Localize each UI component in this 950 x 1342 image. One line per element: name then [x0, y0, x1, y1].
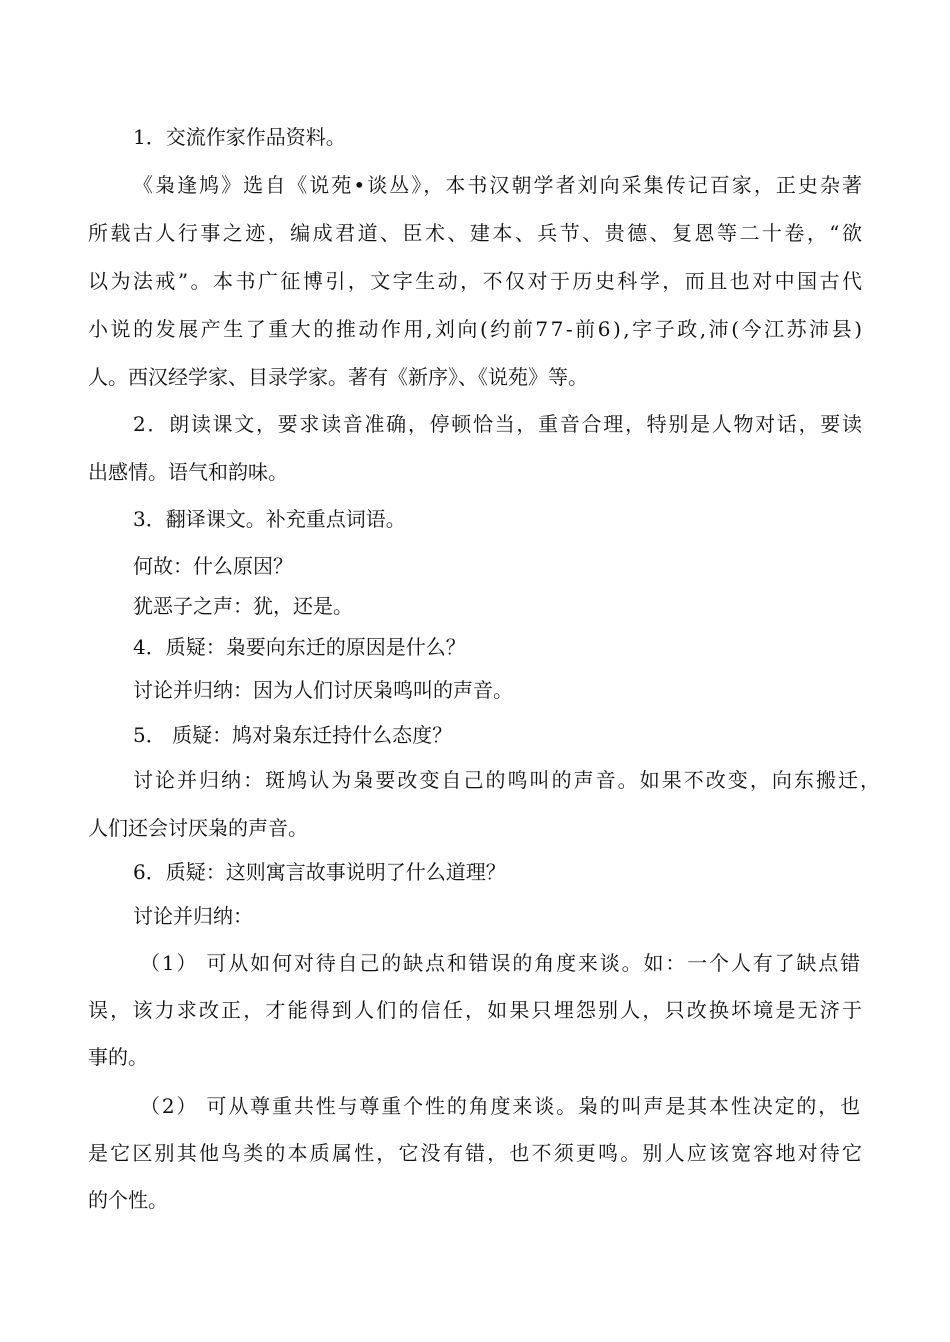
line-text: 人们还会讨厌枭的声音。 — [88, 816, 308, 840]
line-text: 何故：什么原因？ — [133, 554, 293, 578]
line-text: 1．交流作家作品资料。 — [133, 125, 346, 149]
text-line — [140, 949, 950, 977]
line-text: 是它区别其他鸟类的本质属性，它没有错，也不须更鸣。别人应该宽容地对待它 — [88, 1141, 865, 1165]
text-line — [88, 814, 950, 842]
line-text: 4．质疑：枭要向东迁的原因是什么？ — [133, 635, 466, 659]
text-line — [88, 996, 950, 1024]
line-text: 3．翻译课文。补充重点词语。 — [133, 507, 406, 531]
line-text: 犹恶子之声：犹，还是。 — [133, 594, 353, 618]
text-line — [140, 1092, 950, 1120]
line-text: 出感情。语气和韵味。 — [88, 460, 288, 484]
line-text: 讨论并归纳：因为人们讨厌枭鸣叫的声音。 — [133, 678, 513, 702]
line-text: 《枭逢鸠》选自《说苑•谈丛》，本书汉朝学者刘向采集传记百家，正史杂著 — [133, 173, 865, 197]
text-line — [88, 267, 950, 295]
line-text: 5． 质疑：鸠对枭东迁持什么态度？ — [133, 723, 453, 747]
text-line — [133, 633, 950, 661]
text-line — [88, 1043, 950, 1071]
line-text: 讨论并归纳：斑鸠认为枭要改变自己的鸣叫的声音。如果不改变，向东搬迁， — [133, 768, 883, 792]
text-line — [88, 1139, 950, 1167]
text-line — [88, 458, 950, 486]
text-line — [133, 410, 950, 438]
text-line — [133, 552, 950, 580]
text-line — [88, 1186, 950, 1214]
text-line — [133, 721, 950, 749]
line-text: 6．质疑：这则寓言故事说明了什么道理？ — [133, 860, 506, 884]
text-line — [133, 592, 950, 620]
line-text: 2．朗读课文，要求读音准确，停顿恰当，重音合理，特别是人物对话，要读 — [133, 412, 864, 436]
line-text: 讨论并归纳： — [133, 904, 253, 928]
line-text: （2） 可从尊重共性与尊重个性的角度来谈。枭的叫声是其本性决定的，也 — [140, 1094, 862, 1118]
text-line — [133, 858, 950, 886]
text-line — [133, 505, 950, 533]
text-line — [133, 171, 950, 199]
text-line — [133, 676, 950, 704]
line-text: （1） 可从如何对待自己的缺点和错误的角度来谈。如：一个人有了缺点错 — [140, 951, 862, 975]
text-line — [133, 123, 950, 151]
text-line — [88, 363, 950, 391]
line-text: 人。西汉经学家、目录学家。著有《新序》、《说苑》等。 — [88, 365, 588, 389]
line-text: 误，该力求改正，才能得到人们的信任，如果只埋怨别人，只改换坏境是无济于 — [88, 998, 865, 1022]
line-text: 以为法戒”。本书广征博引，文字生动，不仅对于历史科学，而且也对中国古代 — [88, 269, 865, 293]
line-text: 事的。 — [88, 1045, 148, 1069]
line-text: 的个性。 — [88, 1188, 168, 1212]
text-line — [133, 766, 950, 794]
line-text: 所载古人行事之迹，编成君道、臣术、建本、兵节、贵德、复恩等二十卷，“欲 — [88, 221, 865, 245]
text-line — [88, 315, 950, 343]
text-line — [133, 902, 950, 930]
text-line — [88, 219, 950, 247]
line-text: 小说的发展产生了重大的推动作用,刘向(约前77-前6),字子政,沛(今江苏沛县) — [88, 317, 865, 341]
